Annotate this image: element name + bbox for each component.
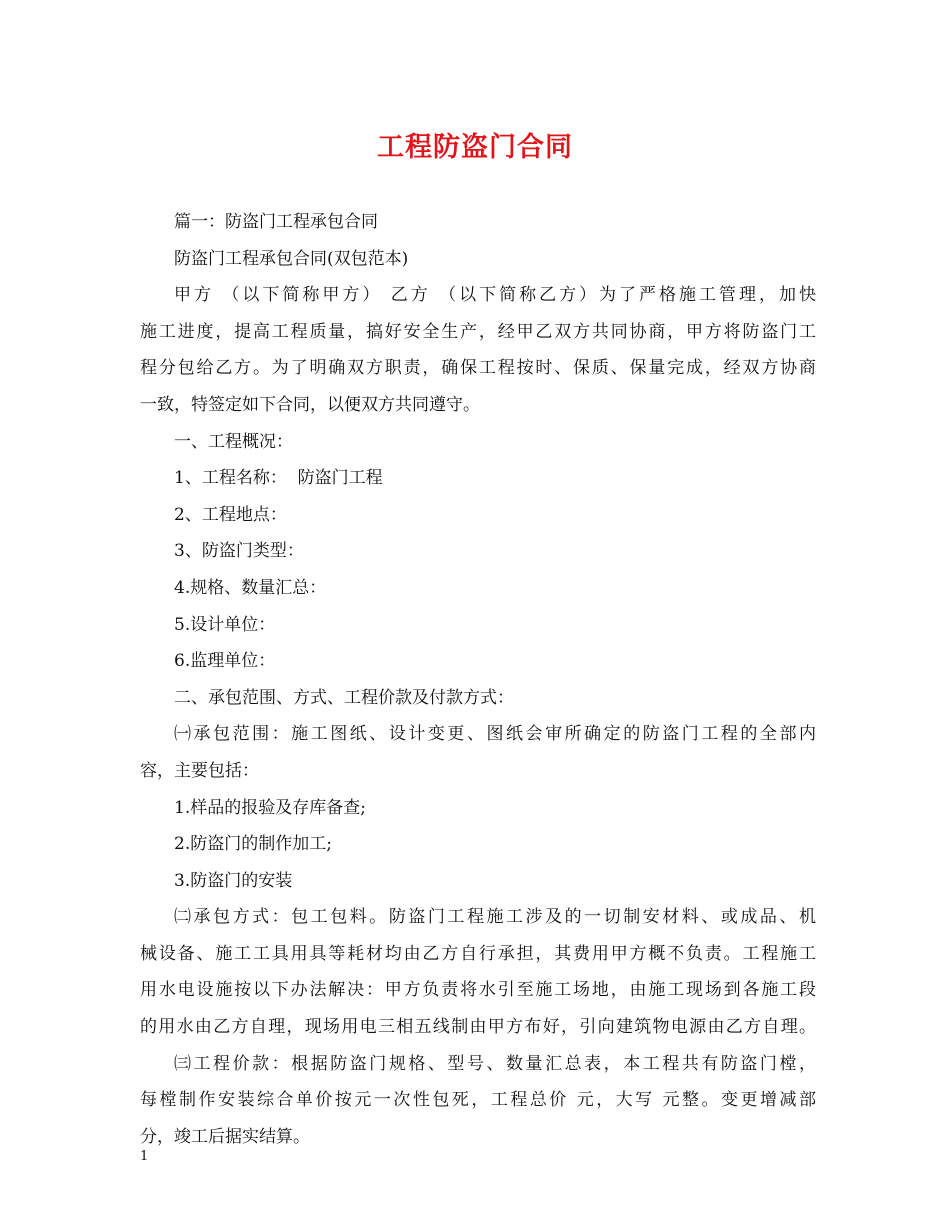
body-line: 3.防盗门的安装: [174, 870, 293, 891]
body-line: 一、工程概况：: [174, 431, 293, 452]
body-line: 施工进度，提高工程质量，搞好安全生产，经甲乙双方共同协商，甲方将防盗门工: [140, 321, 816, 342]
document-body: [140, 204, 816, 1155]
body-line: 5.设计单位：: [174, 614, 276, 635]
body-line: 4.规格、数量汇总：: [174, 577, 327, 598]
body-line: 的用水由乙方自理，现场用电三相五线制由甲方布好，引向建筑物电源由乙方自理。: [140, 1017, 816, 1038]
body-line: 一致，特签定如下合同，以便双方共同遵守。: [140, 394, 480, 415]
body-line: 2.防盗门的制作加工;: [174, 834, 332, 855]
body-line: 1.样品的报验及存库备查;: [174, 797, 366, 818]
body-line: ㈢工程价款：根据防盗门规格、型号、数量汇总表，本工程共有防盗门樘，: [174, 1053, 816, 1074]
body-line: 械设备、施工工具用具等耗材均由乙方自行承担，其费用甲方概不负责。工程施工: [140, 943, 816, 964]
body-line: ㈠承包范围：施工图纸、设计变更、图纸会审所确定的防盗门工程的全部内: [174, 724, 816, 745]
body-line: 容，主要包括：: [140, 760, 259, 781]
document-title: 工程防盗门合同: [377, 132, 573, 163]
body-line: 用水电设施按以下办法解决：甲方负责将水引至施工场地，由施工现场到各施工段: [140, 980, 816, 1001]
body-line: 防盗门工程承包合同(双包范本): [174, 248, 409, 269]
body-line: 程分包给乙方。为了明确双方职责，确保工程按时、保质、保量完成，经双方协商: [140, 358, 816, 379]
body-line: 1、工程名称： 防盗门工程: [174, 468, 383, 489]
body-line: 甲方 （以下简称甲方） 乙方 （以下简称乙方）为了严格施工管理，加快: [174, 285, 816, 306]
body-line: 二、承包范围、方式、工程价款及付款方式：: [174, 687, 514, 708]
body-line: 分，竣工后据实结算。: [140, 1126, 310, 1147]
body-line: 篇一：防盗门工程承包合同: [174, 212, 378, 232]
body-line: 2、工程地点：: [174, 504, 287, 525]
body-line: 每樘制作安装综合单价按元一次性包死，工程总价 元，大写 元整。变更增减部: [140, 1090, 816, 1111]
body-line: 6.监理单位：: [174, 651, 276, 672]
page-number: 1: [140, 1149, 149, 1164]
body-line: 3、防盗门类型：: [174, 541, 304, 562]
body-line: ㈡承包方式：包工包料。防盗门工程施工涉及的一切制安材料、或成品、机: [174, 907, 816, 928]
